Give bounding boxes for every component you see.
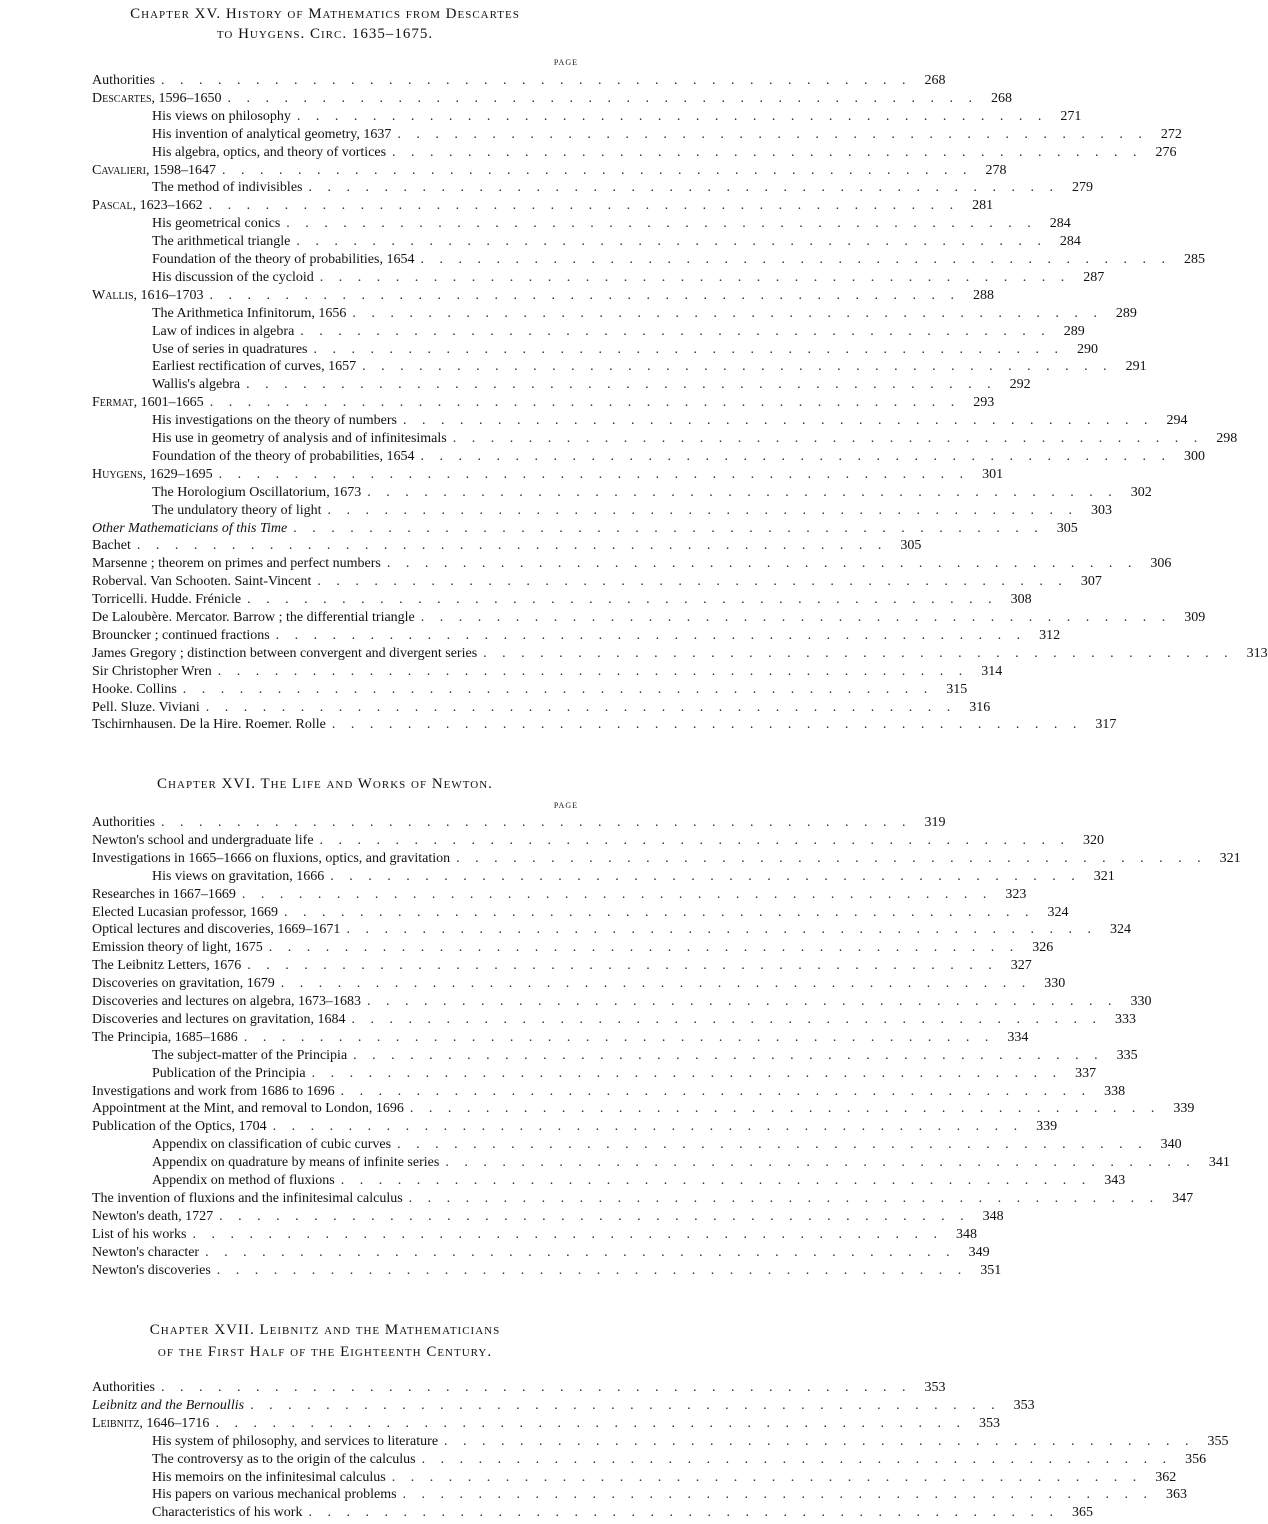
toc-entry-page: 363 [1166,1487,1188,1503]
toc-leader-dots: . . . . . . . . . . . . . . . . . . . . . . . . . . . . . . . . . . . . . . . . [268,940,1020,956]
toc-leader-dots: . . . . . . . . . . . . . . . . . . . . . . . . . . . . . . . . . . . . . . . . [330,868,1081,884]
toc-entry [92,1226,977,1244]
toc-entry-page: 324 [1109,922,1131,938]
toc-entry-title: His use in geometry of analysis and of infinitesimals [152,431,447,446]
toc-leader-dots: . . . . . . . . . . . . . . . . . . . . . . . . . . . . . . . . . . . . . . . . [293,520,1044,536]
toc-leader-dots: . . . . . . . . . . . . . . . . . . . . . . . . . . . . . . . . . . . . . . . . [209,287,961,303]
toc-entry-page: 334 [1007,1029,1029,1045]
toc-entry [92,975,1066,993]
toc-leader-dots: . . . . . . . . . . . . . . . . . . . . . . . . . . . . . . . . . . . . . . . . [420,252,1171,267]
toc-entry-title: The Principia, 1685–1686 [92,1029,238,1045]
toc-entry-page: 330 [1130,994,1152,1009]
toc-entry [152,484,1152,502]
toc-entry-page: 307 [1080,574,1102,590]
toc-entry-page: 308 [1010,592,1032,608]
toc-entry-page: 272 [1160,126,1182,142]
toc-entry-page: 339 [1173,1101,1195,1117]
toc-entry-title: The Leibnitz Letters, 1676 [92,958,242,974]
toc-entry-page: 319 [924,815,946,830]
toc-entry [92,716,1117,734]
toc-entry-title: Other Mathematicians of this Time [92,520,288,536]
toc-entry-page: 365 [1071,1505,1093,1521]
toc-entry-page: 333 [1114,1011,1136,1027]
toc-entry-page: 324 [1047,904,1069,920]
toc-leader-dots: . . . . . . . . . . . . . . . . . . . . . . . . . . . . . . . . . . . . . . . . [221,162,973,178]
toc-leader-dots: . . . . . . . . . . . . . . . . . . . . . . . . . . . . . . . . . . . . . . . . [286,216,1037,232]
toc-entry-page: 362 [1155,1469,1177,1485]
toc-entry [152,412,1188,430]
toc-entry-page: 271 [1060,108,1082,124]
toc-entry-title: Pell. Sluze. Viviani [92,699,200,715]
toc-entry-page: 284 [1059,234,1081,250]
toc-entry-page: 339 [1036,1119,1058,1135]
toc-entry-title: Leibnitz and the Bernoullis [92,1397,245,1413]
toc-leader-dots: . . . . . . . . . . . . . . . . . . . . . . . . . . . . . . . . . . . . . . . . [241,886,993,902]
toc-entry [92,814,946,832]
toc-entry-page: 284 [1049,216,1071,232]
toc-leader-dots: . . . . . . . . . . . . . . . . . . . . . . . . . . . . . . . . . . . . . . . . [346,922,1097,938]
toc-leader-dots: . . . . . . . . . . . . . . . . . . . . . . . . . . . . . . . . . . . . . . . . [420,448,1171,464]
toc-entry-page: 323 [1005,886,1027,902]
toc-leader-dots: . . . . . . . . . . . . . . . . . . . . . . . . . . . . . . . . . . . . . . . . [340,1173,1092,1188]
toc-leader-dots: . . . . . . . . . . . . . . . . . . . . . . . . . . . . . . . . . . . . . . . . [392,144,1143,160]
toc-entry [92,466,1004,484]
toc-entry-title: Authorities [92,1380,155,1395]
toc-entry-title: Investigations in 1665–1666 on fluxions, optics, and gravitation [92,850,451,866]
toc-entry [92,1011,1136,1029]
toc-entry-title: Publication of the Optics, 1704 [92,1119,267,1135]
toc-entry-page: 312 [1039,627,1061,643]
toc-entry-title: Bachet [92,538,131,554]
toc-entry-title: Pascal, 1623–1662 [92,198,203,214]
toc-entry [92,555,1172,573]
toc-entry-page: 300 [1183,448,1205,464]
toc-entry [92,1190,1194,1208]
toc-entry-title: Appendix on quadrature by means of infinite series [152,1155,440,1171]
toc-entry-page: 353 [1013,1397,1035,1413]
toc-entry-page: 348 [956,1226,977,1242]
toc-leader-dots: . . . . . . . . . . . . . . . . . . . . . . . . . . . . . . . . . . . . . . . . [161,815,912,830]
toc-entry-title: Sir Christopher Wren [92,663,212,679]
toc-entry [152,448,1205,466]
toc-entry [92,591,1032,609]
toc-entry-page: 285 [1183,252,1205,267]
toc-entry [92,886,1027,904]
toc-leader-dots: . . . . . . . . . . . . . . . . . . . . . . . . . . . . . . . . . . . . . . . . [182,681,934,697]
chapter-16-title-line1: Chapter XVI. The Life and Works of Newton. [157,776,493,792]
toc-entry-title: Fermat, 1601–1665 [92,395,204,411]
toc-leader-dots: . . . . . . . . . . . . . . . . . . . . . . . . . . . . . . . . . . . . . . . . [308,180,1059,196]
toc-leader-dots: . . . . . . . . . . . . . . . . . . . . . . . . . . . . . . . . . . . . . . . . [452,431,1204,446]
toc-entry [152,269,1105,287]
chapter-15-title-line2: to Huygens. Circ. 1635–1675. [216,26,434,42]
toc-leader-dots: . . . . . . . . . . . . . . . . . . . . . . . . . . . . . . . . . . . . . . . . [161,1380,912,1395]
toc-entry-title: Newton's school and undergraduate life [92,832,314,848]
toc-leader-dots: . . . . . . . . . . . . . . . . . . . . . . . . . . . . . . . . . . . . . . . . [397,1137,1148,1153]
toc-entry [92,1208,1004,1226]
toc-entry-page: 355 [1207,1433,1229,1449]
toc-leader-dots: . . . . . . . . . . . . . . . . . . . . . . . . . . . . . . . . . . . . . . . . [227,90,979,106]
toc-entry [92,645,1268,663]
toc-entry [152,868,1115,886]
toc-leader-dots: . . . . . . . . . . . . . . . . . . . . . . . . . . . . . . . . . . . . . . . . [208,198,960,214]
toc-entry [92,832,1105,850]
toc-entry-title: Newton's character [92,1244,200,1260]
toc-entry-page: 276 [1155,144,1177,160]
toc-entry [92,394,995,412]
toc-entry [152,305,1137,323]
toc-entry [152,215,1071,233]
toc-entry-title: Authorities [92,815,155,830]
toc-entry-title: His algebra, optics, and theory of vortices [152,144,387,160]
toc-entry-title: The Horologium Oscillatorium, 1673 [152,484,362,500]
toc-entry [152,251,1205,269]
toc-leader-dots: . . . . . . . . . . . . . . . . . . . . . . . . . . . . . . . . . . . . . . . . [319,832,1071,848]
toc-entry [92,609,1206,627]
toc-entry-title: Roberval. Van Schooten. Saint-Vincent [92,574,312,590]
toc-leader-dots: . . . . . . . . . . . . . . . . . . . . . . . . . . . . . . . . . . . . . . . . [421,1451,1173,1467]
toc-entry [152,1136,1182,1154]
toc-entry [92,663,1003,681]
toc-entry-title: His investigations on the theory of numbers [152,413,397,429]
toc-entry-page: 335 [1116,1047,1138,1063]
toc-entry-page: 292 [1009,377,1031,393]
toc-leader-dots: . . . . . . . . . . . . . . . . . . . . . . . . . . . . . . . . . . . . . . . . [218,466,970,482]
toc-entry-page: 313 [1246,645,1268,661]
toc-entry-page: 291 [1125,359,1147,375]
toc-entry-page: 327 [1010,958,1032,974]
toc-entry-page: 290 [1077,341,1099,357]
toc-entry [92,72,946,90]
toc-entry-title: Foundation of the theory of probabilities, 1654 [152,252,415,267]
toc-entry [152,1486,1188,1504]
toc-leader-dots: . . . . . . . . . . . . . . . . . . . . . . . . . . . . . . . . . . . . . . . . [243,1029,995,1045]
toc-entry-title: Cavalieri, 1598–1647 [92,162,216,178]
toc-leader-dots: . . . . . . . . . . . . . . . . . . . . . . . . . . . . . . . . . . . . . . . . [408,1190,1160,1206]
toc-entry [152,376,1031,394]
toc-entry-page: 268 [924,73,946,88]
toc-entry-page: 305 [1056,520,1078,536]
toc-entry-title: Hooke. Collins [92,681,177,697]
toc-entry [92,162,1007,180]
toc-entry-page: 337 [1075,1065,1097,1081]
toc-leader-dots: . . . . . . . . . . . . . . . . . . . . . . . . . . . . . . . . . . . . . . . . [280,976,1032,992]
toc-entry-title: Use of series in quadratures [152,341,308,357]
toc-entry-page: 317 [1095,717,1117,733]
toc-leader-dots: . . . . . . . . . . . . . . . . . . . . . . . . . . . . . . . . . . . . . . . . [483,645,1234,661]
toc-entry-title: The invention of fluxions and the infinitesimal calculus [92,1190,403,1206]
toc-entry-title: Appendix on classification of cubic curves [152,1137,392,1153]
toc-entry-title: Emission theory of light, 1675 [92,940,263,956]
toc-leader-dots: . . . . . . . . . . . . . . . . . . . . . . . . . . . . . . . . . . . . . . . . [300,323,1051,339]
toc-leader-dots: . . . . . . . . . . . . . . . . . . . . . . . . . . . . . . . . . . . . . . . . [216,1262,968,1278]
toc-entry [92,537,922,555]
toc-leader-dots: . . . . . . . . . . . . . . . . . . . . . . . . . . . . . . . . . . . . . . . . [205,699,957,715]
toc-leader-dots: . . . . . . . . . . . . . . . . . . . . . . . . . . . . . . . . . . . . . . . . [456,850,1207,866]
toc-entry [92,1244,990,1262]
toc-entry-title: His views on gravitation, 1666 [152,868,325,884]
toc-entry-title: Wallis's algebra [152,377,241,393]
toc-entry-title: His views on philosophy [152,108,291,124]
toc-entry [152,1469,1177,1487]
toc-entry-title: Authorities [92,73,155,88]
toc-leader-dots: . . . . . . . . . . . . . . . . . . . . . . . . . . . . . . . . . . . . . . . . [402,1487,1154,1503]
toc-entry-title: James Gregory ; distinction between convergent and divergent series [92,645,478,661]
toc-entry [152,1172,1126,1190]
toc-entry-title: Appendix on method of fluxions [152,1173,335,1188]
toc-entry [92,921,1131,939]
toc-leader-dots: . . . . . . . . . . . . . . . . . . . . . . . . . . . . . . . . . . . . . . . . [192,1226,943,1242]
toc-entry-page: 330 [1044,976,1066,992]
chapter-16-page-label: PAGE [553,801,578,810]
toc-entry [92,573,1102,591]
chapter-15-title-line1: Chapter XV. History of Mathematics from Descartes [130,6,520,22]
toc-entry-title: Characteristics of his work [152,1505,303,1521]
toc-leader-dots: . . . . . . . . . . . . . . . . . . . . . . . . . . . . . . . . . . . . . . . . [284,904,1035,920]
toc-entry [152,1065,1097,1083]
toc-leader-dots: . . . . . . . . . . . . . . . . . . . . . . . . . . . . . . . . . . . . . . . . [367,484,1118,500]
toc-entry-title: Tschirnhausen. De la Hire. Roemer. Rolle [92,717,326,733]
toc-entry-page: 315 [946,681,968,697]
toc-entry [92,993,1152,1011]
toc-leader-dots: . . . . . . . . . . . . . . . . . . . . . . . . . . . . . . . . . . . . . . . . [317,574,1068,590]
toc-entry-page: 289 [1115,305,1137,321]
toc-leader-dots: . . . . . . . . . . . . . . . . . . . . . . . . . . . . . . . . . . . . . . . . [353,1047,1104,1063]
toc-entry-page: 326 [1032,940,1054,956]
toc-entry-page: 314 [981,663,1003,679]
toc-entry-title: Investigations and work from 1686 to 1696 [92,1083,335,1099]
toc-leader-dots: . . . . . . . . . . . . . . . . . . . . . . . . . . . . . . . . . . . . . . . . [327,502,1079,518]
toc-entry-title: The controversy as to the origin of the calculus [152,1451,416,1467]
toc-entry-title: Law of indices in algebra [152,323,295,339]
toc-entry-page: 278 [985,162,1007,178]
toc-entry-title: Discoveries on gravitation, 1679 [92,976,275,992]
toc-entry-page: 321 [1093,868,1115,884]
toc-leader-dots: . . . . . . . . . . . . . . . . . . . . . . . . . . . . . . . . . . . . . . . . [319,269,1071,285]
toc-entry [152,144,1177,162]
toc-entry-title: Elected Lucasian professor, 1669 [92,904,279,920]
toc-entry [92,627,1061,645]
toc-leader-dots: . . . . . . . . . . . . . . . . . . . . . . . . . . . . . . . . . . . . . . . . [352,305,1103,321]
toc-entry-page: 301 [982,466,1004,482]
toc-entry [152,323,1085,341]
toc-leader-dots: . . . . . . . . . . . . . . . . . . . . . . . . . . . . . . . . . . . . . . . . [444,1433,1195,1449]
toc-leader-dots: . . . . . . . . . . . . . . . . . . . . . . . . . . . . . . . . . . . . . . . . [340,1083,1092,1099]
toc-leader-dots: . . . . . . . . . . . . . . . . . . . . . . . . . . . . . . . . . . . . . . . . [331,717,1083,733]
toc-entry [92,904,1069,922]
toc-leader-dots: . . . . . . . . . . . . . . . . . . . . . . . . . . . . . . . . . . . . . . . . [402,413,1154,429]
toc-entry-page: 351 [980,1262,1002,1278]
toc-entry-page: 293 [973,395,995,411]
toc-entry-page: 341 [1208,1155,1230,1171]
toc-entry-page: 302 [1130,484,1152,500]
toc-entry-title: Newton's death, 1727 [92,1208,214,1224]
toc-leader-dots: . . . . . . . . . . . . . . . . . . . . . . . . . . . . . . . . . . . . . . . . [272,1119,1024,1135]
toc-entry-page: 288 [973,287,995,303]
toc-entry [92,1029,1029,1047]
toc-leader-dots: . . . . . . . . . . . . . . . . . . . . . . . . . . . . . . . . . . . . . . . . [362,359,1113,375]
toc-entry [92,197,994,215]
toc-entry [92,681,968,699]
toc-leader-dots: . . . . . . . . . . . . . . . . . . . . . . . . . . . . . . . . . . . . . . . . [136,538,888,554]
toc-entry-page: 349 [968,1244,990,1260]
toc-entry [152,502,1113,520]
toc-entry [152,341,1099,359]
toc-leader-dots: . . . . . . . . . . . . . . . . . . . . . . . . . . . . . . . . . . . . . . . . [275,627,1027,643]
toc-entry-page: 279 [1071,180,1093,196]
toc-entry-page: 348 [982,1208,1004,1224]
toc-entry-title: The arithmetical triangle [152,234,291,250]
toc-entry-page: 303 [1091,502,1113,518]
toc-leader-dots: . . . . . . . . . . . . . . . . . . . . . . . . . . . . . . . . . . . . . . . . [217,663,969,679]
toc-entry-title: His geometrical conics [152,216,281,232]
toc-entry [92,1397,1035,1415]
toc-entry-page: 287 [1083,269,1105,285]
toc-entry [92,90,1013,108]
toc-entry-page: 268 [991,90,1013,106]
toc-leader-dots: . . . . . . . . . . . . . . . . . . . . . . . . . . . . . . . . . . . . . . . . [409,1101,1161,1117]
toc-entry-page: 289 [1063,323,1085,339]
toc-entry-title: His invention of analytical geometry, 1637 [152,126,392,142]
toc-entry [152,1451,1207,1469]
toc-entry-title: Appointment at the Mint, and removal to London, 1696 [92,1101,404,1117]
toc-entry [152,1047,1138,1065]
toc-entry [92,520,1078,538]
toc-entry-page: 347 [1172,1190,1194,1206]
toc-leader-dots: . . . . . . . . . . . . . . . . . . . . . . . . . . . . . . . . . . . . . . . . [219,1208,970,1224]
toc-entry-title: The undulatory theory of light [152,502,322,518]
toc-leader-dots: . . . . . . . . . . . . . . . . . . . . . . . . . . . . . . . . . . . . . . . . [391,1469,1143,1485]
toc-entry [92,1100,1195,1118]
toc-leader-dots: . . . . . . . . . . . . . . . . . . . . . . . . . . . . . . . . . . . . . . . . [308,1505,1059,1521]
toc-leader-dots: . . . . . . . . . . . . . . . . . . . . . . . . . . . . . . . . . . . . . . . . [351,1011,1102,1027]
toc-leader-dots: . . . . . . . . . . . . . . . . . . . . . . . . . . . . . . . . . . . . . . . . [445,1155,1196,1171]
toc-leader-dots: . . . . . . . . . . . . . . . . . . . . . . . . . . . . . . . . . . . . . . . . [247,958,998,974]
chapter-17-title-line2: of the First Half of the Eighteenth Century. [157,1344,493,1360]
toc-entry [92,1118,1058,1136]
toc-entry-title: Discoveries and lectures on gravitation, 1684 [92,1011,346,1027]
toc-entry [92,1379,946,1397]
toc-leader-dots: . . . . . . . . . . . . . . . . . . . . . . . . . . . . . . . . . . . . . . . . [205,1244,956,1260]
toc-entry [92,939,1054,957]
toc-entry-title: Wallis, 1616–1703 [92,287,204,303]
toc-entry-page: 298 [1216,431,1238,446]
toc-leader-dots: . . . . . . . . . . . . . . . . . . . . . . . . . . . . . . . . . . . . . . . . [311,1065,1063,1081]
toc-entry-page: 281 [972,198,994,214]
toc-entry-title: Foundation of the theory of probabilities, 1654 [152,448,415,464]
toc-entry [152,1504,1093,1522]
toc-entry-page: 353 [978,1415,1000,1431]
toc-entry-title: Descartes, 1596–1650 [92,90,222,106]
toc-entry [152,108,1082,126]
toc-entry [152,179,1093,197]
toc-entry-page: 353 [924,1380,946,1395]
toc-entry-title: De Laloubère. Mercator. Barrow ; the differential triangle [92,610,415,625]
toc-entry-title: Optical lectures and discoveries, 1669–1671 [92,922,341,938]
toc-leader-dots: . . . . . . . . . . . . . . . . . . . . . . . . . . . . . . . . . . . . . . . . [313,341,1065,357]
toc-entry [152,233,1081,251]
toc-entry-title: Marsenne ; theorem on primes and perfect numbers [92,556,381,572]
toc-entry-title: His system of philosophy, and services to literature [152,1433,439,1449]
toc-leader-dots: . . . . . . . . . . . . . . . . . . . . . . . . . . . . . . . . . . . . . . . . [420,610,1172,625]
toc-entry-page: 316 [969,699,991,715]
toc-entry-title: The subject-matter of the Principia [152,1047,348,1063]
toc-entry [152,126,1182,144]
toc-entry [92,1415,1000,1433]
toc-leader-dots: . . . . . . . . . . . . . . . . . . . . . . . . . . . . . . . . . . . . . . . . [246,377,997,393]
toc-entry-page: 320 [1083,832,1105,848]
toc-entry-page: 321 [1219,850,1241,866]
toc-leader-dots: . . . . . . . . . . . . . . . . . . . . . . . . . . . . . . . . . . . . . . . . [209,395,961,411]
toc-leader-dots: . . . . . . . . . . . . . . . . . . . . . . . . . . . . . . . . . . . . . . . . [161,73,912,88]
toc-leader-dots: . . . . . . . . . . . . . . . . . . . . . . . . . . . . . . . . . . . . . . . . [397,126,1148,142]
toc-entry-title: His discussion of the cycloid [152,269,314,285]
toc-leader-dots: . . . . . . . . . . . . . . . . . . . . . . . . . . . . . . . . . . . . . . . . [367,994,1118,1009]
toc-entry [92,287,995,305]
toc-entry-title: His memoirs on the infinitesimal calculus [152,1469,386,1485]
toc-entry-page: 309 [1184,610,1206,625]
toc-entry-page: 356 [1185,1451,1207,1467]
toc-entry-page: 338 [1104,1083,1126,1099]
toc-entry [92,1262,1002,1280]
toc-entry [152,358,1147,376]
toc-leader-dots: . . . . . . . . . . . . . . . . . . . . . . . . . . . . . . . . . . . . . . . . [250,1397,1001,1413]
toc-leader-dots: . . . . . . . . . . . . . . . . . . . . . . . . . . . . . . . . . . . . . . . . [296,234,1047,250]
toc-entry-title: Discoveries and lectures on algebra, 1673–1683 [92,994,362,1009]
toc-entry-title: The method of indivisibles [152,180,303,196]
toc-entry-title: Brouncker ; continued fractions [92,627,270,643]
toc-entry [92,957,1032,975]
toc-entry-title: List of his works [92,1226,187,1242]
toc-entry [92,1083,1126,1101]
toc-entry-page: 294 [1166,413,1188,429]
toc-entry-page: 306 [1150,556,1172,572]
toc-leader-dots: . . . . . . . . . . . . . . . . . . . . . . . . . . . . . . . . . . . . . . . . [247,592,998,608]
chapter-17-title-line1: Chapter XVII. Leibnitz and the Mathematicians [149,1322,501,1338]
toc-entry-title: Torricelli. Hudde. Frénicle [92,592,242,608]
toc-entry [92,850,1241,868]
toc-leader-dots: . . . . . . . . . . . . . . . . . . . . . . . . . . . . . . . . . . . . . . . . [386,556,1138,572]
toc-entry-page: 340 [1160,1137,1182,1153]
toc-entry [152,1433,1229,1451]
chapter-15-page-label: PAGE [553,58,578,67]
toc-leader-dots: . . . . . . . . . . . . . . . . . . . . . . . . . . . . . . . . . . . . . . . . [296,108,1048,124]
toc-entry-title: Earliest rectification of curves, 1657 [152,359,357,375]
toc-leader-dots: . . . . . . . . . . . . . . . . . . . . . . . . . . . . . . . . . . . . . . . . [215,1415,966,1431]
toc-entry [152,1154,1230,1172]
toc-entry-title: Huygens, 1629–1695 [92,466,213,482]
toc-entry-page: 305 [900,538,922,554]
toc-entry-title: Researches in 1667–1669 [92,886,236,902]
toc-entry-title: His papers on various mechanical problems [152,1487,397,1503]
toc-entry [152,430,1238,448]
toc-entry-title: Publication of the Principia [152,1065,306,1081]
toc-entry-title: Newton's discoveries [92,1262,211,1278]
toc-entry-title: Leibnitz, 1646–1716 [92,1415,210,1431]
toc-entry-title: The Arithmetica Infinitorum, 1656 [152,305,347,321]
toc-entry-page: 343 [1104,1173,1126,1188]
toc-entry [92,699,991,717]
